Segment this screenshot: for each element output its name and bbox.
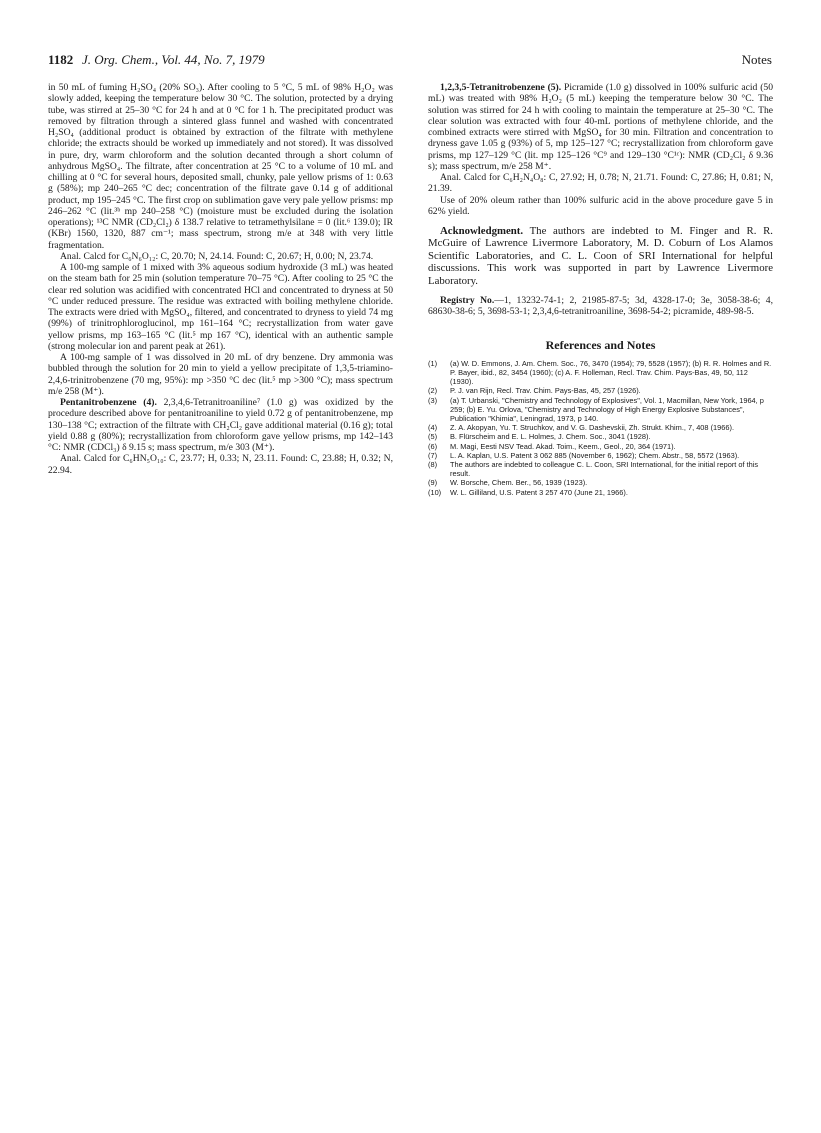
journal-citation: J. Org. Chem., Vol. 44, No. 7, 1979 [82, 52, 265, 67]
paragraph [48, 397, 393, 453]
compound-heading: 1,2,3,5-Tetranitrobenzene (5). [440, 82, 562, 93]
reference-number: (7) [428, 450, 438, 460]
reference-item [428, 460, 773, 478]
page-header [48, 52, 772, 68]
page-number: 1182 [48, 52, 74, 67]
reference-text: Z. A. Akopyan, Yu. T. Struchkov, and V. G. Dashevskii, Zh. Strukt. Khim., 7, 408 (1966). [450, 423, 734, 433]
paragraph-text: Picramide (1.0 g) dissolved in 100% sulfuric acid (50 mL) was treated with 98% H₂O₂ (5 mL) keeping the temperature below 30 °C. The solution was stirred for 24 h with cooling to maintain the temperature at 25–30 °C. The clear solution was extracted with four 40-mL portions of methylene chloride, and the combined extracts were stirred with MgSO₄ for 30 min. Filtration and concentration to dryness gave 1.05 g (93%) of 5, mp 125–127 °C; recrystallization from chloroform gave prisms, mp 127–129 °C (lit. mp 125–126 °C⁹ and 129–130 °C¹ᶜ): NMR (CD₂Cl₂ δ 9.36 s); mass spectrum, m/e 258 M⁺. [428, 82, 773, 172]
compound-heading: Pentanitrobenzene (4). [60, 397, 157, 408]
acknowledgment-heading: Acknowledgment. [440, 225, 524, 237]
reference-item [428, 396, 773, 424]
left-column [48, 82, 393, 476]
reference-text: (a) W. D. Emmons, J. Am. Chem. Soc., 76, 3470 (1954); 79, 5528 (1957); (b) R. R. Holmes and R. P. Bayer, ibid., 82, 3454 (1960); (c) A. F. Holleman, Recl. Trav. Chim. Pays-Bas, 49, 50, 112 (1930). [450, 358, 772, 387]
reference-item [428, 442, 773, 451]
reference-text: (a) T. Urbanski, "Chemistry and Technology of Explosives", Vol. 1, Macmillan, New York, 1964, p 259; (b) E. Yu. Orlova, "Chemistry and Technology of High Energy Explosive Substances", Publication "Khimia", Leningrad, 1973, p 140. [450, 395, 764, 423]
reference-item [428, 423, 773, 432]
reference-number: (9) [428, 478, 438, 488]
reference-text: The authors are indebted to colleague C. L. Coon, SRI International, for the initial report of this result. [450, 460, 759, 479]
reference-number: (1) [428, 358, 438, 368]
reference-text: W. Borsche, Chem. Ber., 56, 1939 (1923). [450, 478, 588, 488]
paragraph [428, 82, 773, 172]
reference-number: (5) [428, 432, 438, 442]
reference-item [428, 488, 773, 497]
registry-heading: Registry No. [440, 295, 495, 307]
reference-item [428, 432, 773, 441]
paragraph: Anal. Calcd for C₆N₆O₁₂: C, 20.70; N, 24.14. Found: C, 20.67; H, 0.00; N, 23.74. [60, 250, 374, 262]
references-title: References and Notes [545, 337, 656, 352]
reference-number: (2) [428, 386, 438, 396]
paragraph: in 50 mL of fuming H₂SO₄ (20% SO₃). After cooling to 5 °C, 5 mL of 98% H₂O₂ was slowly added, keeping the temperature below 30 °C. The solution, protected by a drying tube, was stirred at 25–30 °C for 24 h and at 0 °C for 1 h. The precipitated product was removed by filtration through a sintered glass funnel and washed with concentrated H₂SO₄ (additional product is obtained by extraction of the filtrate with methylene chloride; the extracts should be worked up immediately and not stored). It was dissolved in pure, dry, warm chloroform and the solution decanted through a short column of anhydrous MgSO₄. The filtrate, after concentration at 25 °C to a volume of 10 mL and chilling at 0 °C for several hours, deposited small, chunky, pale yellow prisms of 1: 0.63 g (58%); mp 240–265 °C dec; concentration of the filtrate gave 0.14 g of additional product, mp 195–245 °C. The first crop on sublimation gave very pale yellow prisms: mp 246–262 °C (lit.³ᵇ mp 240–258 °C) (moisture must be excluded during the isolation operations); ¹³C NMR (CD₂Cl₂) δ 138.7 relative to tetramethylsilane = 0 (lit.⁶ 139.0); IR (KBr) 1560, 1320, 887 cm⁻¹; mass spectrum, strong m/e at 348 with very little fragmentation. [48, 82, 393, 251]
reference-number: (8) [428, 460, 438, 470]
reference-number: (10) [428, 487, 442, 497]
reference-text: W. L. Gilliland, U.S. Patent 3 257 470 (June 21, 1966). [450, 487, 628, 497]
paragraph: A 100-mg sample of 1 was dissolved in 20 mL of dry benzene. Dry ammonia was bubbled through the solution for 20 min to yield a yellow precipitate of 1,3,5-triamino-2,4,6-trinitrobenzene (70 mg, 95%): mp >350 °C dec (lit.⁵ mp >300 °C); mass spectrum m/e 258 (M⁺). [48, 352, 393, 397]
paragraph: Anal. Calcd for C₆H₂N₄O₈: C, 27.92; H, 0.78; N, 21.71. Found: C, 27.86; H, 0.81; N, 21.39. [428, 172, 773, 195]
reference-item [428, 451, 773, 460]
registry-numbers [428, 295, 773, 318]
reference-number: (3) [428, 395, 438, 405]
reference-item [428, 386, 773, 395]
section-label: Notes [741, 52, 772, 67]
acknowledgment [428, 225, 773, 287]
paragraph-text: 2,3,4,6-Tetranitroaniline⁷ (1.0 g) was oxidized by the procedure described above for pentanitroaniline to yield 0.72 g of pentanitrobenzene, mp 130–138 °C; extraction of the filtrate with CH₂Cl₂ gave additional material (0.16 g); total yield 0.88 g (80%); recrystallization from chloroform gave yellow prisms, mp 142–143 °C: NMR (CDCl₃) δ 9.15 s; mass spectrum, m/e 303 (M⁺). [48, 397, 393, 453]
reference-text: P. J. van Rijn, Recl. Trav. Chim. Pays-Bas, 45, 257 (1926). [450, 386, 641, 396]
acknowledgment-text: The authors are indebted to M. Finger and R. R. McGuire of Lawrence Livermore Laboratory, M. D. Coburn of Los Alamos Scientific Laboratories, and C. L. Coon of SRI International for helpful discussions. This work was supported in part by Lawrence Livermore Laboratory. [428, 225, 773, 287]
paragraph: Anal. Calcd for C₆HN₅O₁₀: C, 23.77; H, 0.33; N, 23.11. Found: C, 23.88; H, 0.32; N, 22.94. [48, 453, 393, 476]
paragraph: A 100-mg sample of 1 mixed with 3% aqueous sodium hydroxide (3 mL) was heated on the steam bath for 25 min (solution temperature 70–75 °C). After cooling to 25 °C the clear red solution was acidified with concentrated HCl and concentrated to dryness at 50 °C under reduced pressure. The residue was extracted with boiling methylene chloride. The extracts were dried with MgSO₄, filtered, and concentrated to dryness to yield 74 mg (99%) of trinitrophloroglucinol, mp 161–164 °C; recrystallization from water gave yellow prisms, mp 163–165 °C (lit.⁵ mp 167 °C), identical with an authentic sample (strong molecular ion and parent peak at 261). [48, 262, 393, 352]
reference-text: L. A. Kaplan, U.S. Patent 3 062 885 (November 6, 1962); Chem. Abstr., 58, 5572 (1963). [450, 450, 740, 460]
reference-text: B. Flürscheim and E. L. Holmes, J. Chem. Soc., 3041 (1928). [450, 432, 651, 442]
registry-text: —1, 13232-74-1; 2, 21985-87-5; 3d, 4328-17-0; 3e, 3058-38-6; 4, 68630-38-6; 5, 3698-53-1; 2,3,4,6-tetranitroaniline, 3698-54-2; picramide, 489-98-5. [428, 295, 773, 318]
reference-item [428, 478, 773, 487]
reference-number: (6) [428, 441, 438, 451]
references-list [428, 359, 773, 497]
reference-text: M. Magi, Eesti NSV Tead. Akad. Toim., Keem., Geol., 20, 364 (1971). [450, 441, 676, 451]
right-column [428, 82, 773, 497]
reference-item [428, 359, 773, 387]
reference-number: (4) [428, 423, 438, 433]
paragraph: Use of 20% oleum rather than 100% sulfuric acid in the above procedure gave 5 in 62% yield. [428, 194, 773, 217]
